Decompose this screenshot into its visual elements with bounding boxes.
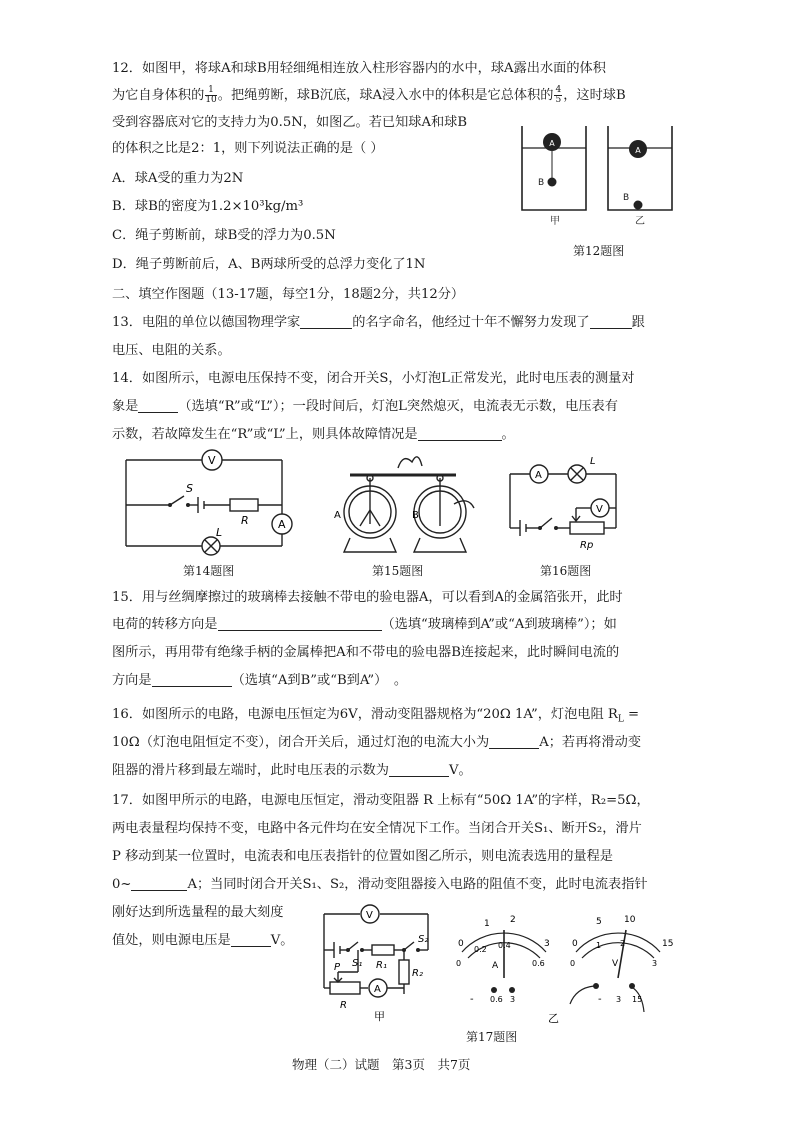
svg-text:A: A bbox=[635, 146, 641, 155]
svg-text:V: V bbox=[208, 454, 216, 467]
q14-line3: 示数，若故障发生在“R”或“L”上，则具体故障情况是 。 bbox=[112, 427, 515, 442]
fig12-ball-b-yi bbox=[634, 201, 643, 210]
q17-blank-2[interactable] bbox=[231, 932, 271, 947]
fig12-ball-b-jia bbox=[548, 178, 557, 187]
svg-text:R: R bbox=[241, 514, 249, 527]
svg-text:B: B bbox=[623, 193, 630, 203]
svg-text:3: 3 bbox=[510, 995, 516, 1004]
q12-line2: 为它自身体积的 $\frac{1}{10}$ 。把绳剪断，球B沉底，球A浸入水中的体积是它总体积的 $\frac{4}{5}$ ，这时球B bbox=[112, 85, 626, 105]
q14-line2: 象是 （选填“R”或“L”）；一段时间后，灯泡L突然熄灭，电流表无示数，电压表有 bbox=[112, 399, 618, 414]
voltmeter-dial bbox=[570, 930, 660, 1012]
svg-text:V: V bbox=[612, 959, 619, 969]
svg-text:A: A bbox=[278, 518, 286, 531]
svg-text:R₂: R₂ bbox=[412, 968, 423, 979]
svg-text:乙: 乙 bbox=[548, 1012, 559, 1024]
svg-text:15: 15 bbox=[662, 939, 674, 949]
q15-blank-2[interactable] bbox=[152, 672, 232, 687]
svg-text:0: 0 bbox=[570, 959, 576, 968]
svg-text:V: V bbox=[596, 504, 603, 515]
q12-option-b: B．球B的密度为1.2×10³kg/m³ bbox=[112, 199, 304, 214]
fig12-caption: 第12题图 bbox=[573, 244, 625, 258]
svg-text:L: L bbox=[216, 526, 223, 539]
svg-text:S₂: S₂ bbox=[418, 934, 429, 945]
q14-blank-1[interactable] bbox=[138, 398, 178, 413]
q13-line1: 13．电阻的单位以德国物理学家 的名字命名，他经过十年不懈努力发现了 跟 bbox=[112, 315, 645, 330]
q15-line2: 电荷的转移方向是 （选填“玻璃棒到A”或“A到玻璃棒”）；如 bbox=[112, 617, 617, 632]
svg-text:Rp: Rp bbox=[580, 540, 594, 551]
svg-text:15: 15 bbox=[632, 995, 643, 1004]
svg-text:R: R bbox=[340, 1000, 347, 1011]
q12-option-c: C．绳子剪断前，球B受的浮力为0.5N bbox=[112, 228, 336, 243]
section-2-heading: 二、填空作图题（13-17题，每空1分，18题2分，共12分） bbox=[112, 287, 465, 302]
svg-text:A: A bbox=[535, 470, 542, 481]
fig17-caption: 第17题图 bbox=[466, 1030, 518, 1044]
svg-text:2: 2 bbox=[620, 939, 626, 948]
svg-text:0.6: 0.6 bbox=[532, 959, 545, 968]
q14-line1: 14．如图所示，电源电压保持不变，闭合开关S，小灯泡L正常发光，此时电压表的测量对 bbox=[112, 371, 635, 386]
svg-text:乙: 乙 bbox=[635, 216, 645, 227]
q17-blank-1[interactable] bbox=[131, 876, 187, 891]
q17-line2: 两电表量程均保持不变，电路中各元件均在安全情况下工作。当闭合开关S₁、断开S₂，滑片 bbox=[112, 821, 642, 836]
q13-blank-2[interactable] bbox=[590, 314, 632, 329]
fig16-caption: 第16题图 bbox=[540, 564, 592, 578]
svg-text:1: 1 bbox=[484, 919, 490, 929]
svg-text:3: 3 bbox=[544, 939, 550, 949]
svg-text:0: 0 bbox=[572, 939, 578, 949]
fig12-containers bbox=[514, 118, 684, 228]
svg-text:甲: 甲 bbox=[550, 216, 560, 227]
svg-text:0: 0 bbox=[458, 939, 464, 949]
fraction-one-tenth: $\frac{1}{10}$ bbox=[205, 85, 217, 105]
svg-text:0: 0 bbox=[456, 959, 462, 968]
page-footer: 物理（二）试题 第3页 共7页 bbox=[292, 1057, 471, 1072]
q13-blank-1[interactable] bbox=[300, 314, 352, 329]
q15-line4: 方向是 （选填“A到B”或“B到A”） 。 bbox=[112, 673, 408, 688]
svg-text:3: 3 bbox=[652, 959, 658, 968]
fig17-circuit-jia bbox=[318, 900, 448, 1026]
q17-line3: P 移动到某一位置时，电流表和电压表指针的位置如图乙所示，则电流表选用的量程是 bbox=[112, 849, 613, 864]
svg-text:0.2: 0.2 bbox=[474, 945, 487, 954]
svg-text:甲: 甲 bbox=[374, 1010, 385, 1023]
svg-text:P: P bbox=[334, 962, 341, 973]
fraction-four-fifths: $\frac{4}{5}$ bbox=[555, 85, 562, 105]
svg-text:2: 2 bbox=[510, 915, 516, 925]
fig14-circuit bbox=[118, 448, 296, 558]
q13-line2: 电压、电阻的关系。 bbox=[112, 343, 231, 358]
q12-line1: 12．如图甲，将球A和球B用轻细绳相连放入柱形容器内的水中，球A露出水面的体积 bbox=[112, 61, 606, 76]
q14-blank-2[interactable] bbox=[418, 426, 502, 441]
svg-text:-: - bbox=[470, 994, 474, 1005]
q17-line6: 值处，则电源电压是 V。 bbox=[112, 933, 294, 948]
svg-text:5: 5 bbox=[596, 917, 602, 927]
q15-blank-1[interactable] bbox=[218, 616, 382, 631]
fig15-caption: 第15题图 bbox=[372, 564, 424, 578]
q12-option-a: A．球A受的重力为2N bbox=[112, 171, 244, 186]
q17-line5: 刚好达到所选量程的最大刻度 bbox=[112, 905, 284, 920]
q15-line3: 图所示，再用带有绝缘手柄的金属棒把A和不带电的验电器B连接起来，此时瞬间电流的 bbox=[112, 645, 620, 660]
q12-option-d: D．绳子剪断前后，A、B两球所受的总浮力变化了1N bbox=[112, 257, 426, 272]
svg-text:B: B bbox=[538, 178, 545, 188]
ammeter-dial bbox=[462, 930, 546, 978]
svg-text:-: - bbox=[598, 994, 602, 1005]
q12-line4: 的体积之比是2：1，则下列说法正确的是（ ） bbox=[112, 141, 384, 156]
svg-text:S₁: S₁ bbox=[352, 958, 363, 969]
svg-text:B: B bbox=[412, 510, 419, 521]
svg-text:R₁: R₁ bbox=[376, 960, 387, 971]
q17-line4: 0~ A；当同时闭合开关S₁、S₂，滑动变阻器接入电路的阻值不变，此时电流表指针 bbox=[112, 877, 648, 892]
svg-text:L: L bbox=[590, 456, 596, 467]
svg-text:10: 10 bbox=[624, 915, 636, 925]
fig15-electroscopes bbox=[328, 448, 488, 562]
fig14-caption: 第14题图 bbox=[183, 564, 235, 578]
svg-text:3: 3 bbox=[616, 995, 622, 1004]
q16-blank-2[interactable] bbox=[389, 762, 449, 777]
q15-line1: 15．用与丝绸摩擦过的玻璃棒去接触不带电的验电器A，可以看到A的金属箔张开，此时 bbox=[112, 590, 623, 605]
q16-line1: 16．如图所示的电路，电源电压恒定为6V，滑动变阻器规格为“20Ω 1A”，灯泡电阻 $R_L$ = bbox=[112, 707, 640, 725]
svg-text:V: V bbox=[366, 910, 373, 921]
fig16-circuit bbox=[504, 452, 634, 552]
svg-text:1: 1 bbox=[596, 941, 602, 950]
svg-text:A: A bbox=[334, 510, 341, 521]
svg-text:S: S bbox=[186, 482, 193, 495]
fig17-meters-yi bbox=[448, 906, 692, 1024]
q17-line1: 17．如图甲所示的电路，电源电压恒定，滑动变阻器 R 上标有“50Ω 1A”的字样，R₂=5Ω， bbox=[112, 793, 650, 808]
svg-text:0.6: 0.6 bbox=[490, 995, 503, 1004]
q16-line3: 阻器的滑片移到最左端时，此时电压表的示数为 V。 bbox=[112, 763, 472, 778]
q16-line2: 10Ω（灯泡电阻恒定不变），闭合开关后，通过灯泡的电流大小为 A；若再将滑动变 bbox=[112, 735, 642, 750]
svg-text:A: A bbox=[549, 139, 555, 148]
svg-text:0.4: 0.4 bbox=[498, 941, 511, 950]
svg-text:A: A bbox=[492, 961, 499, 971]
q12-line3: 受到容器底对它的支持力为0.5N，如图乙。若已知球A和球B bbox=[112, 115, 468, 130]
q16-blank-1[interactable] bbox=[489, 734, 539, 749]
svg-text:A: A bbox=[374, 984, 381, 995]
